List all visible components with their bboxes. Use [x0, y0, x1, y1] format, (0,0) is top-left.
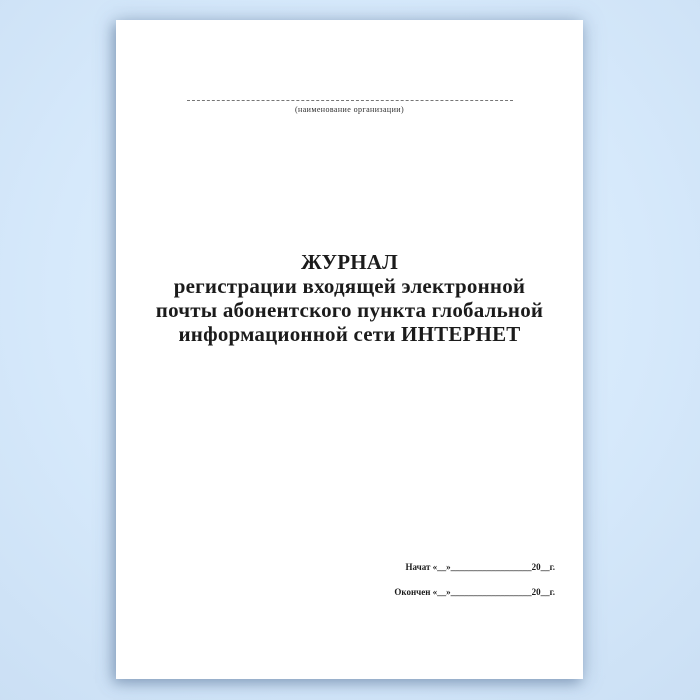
title-line-3: почты абонентского пункта глобальной: [155, 298, 544, 322]
journal-title: [116, 250, 583, 346]
end-date-line: Окончен «__»__________________20__г.: [394, 587, 555, 597]
title-line-4: информационной сети ИНТЕРНЕТ: [178, 322, 521, 346]
organization-name-blank-line: [187, 100, 513, 101]
start-date-line: Начат «__»__________________20__г.: [405, 562, 555, 572]
document-page: [116, 20, 583, 679]
date-lines-block: [394, 562, 555, 612]
title-line-1: ЖУРНАЛ: [300, 250, 399, 274]
title-line-2: регистрации входящей электронной: [173, 274, 526, 298]
organization-name-caption: (наименование организации): [294, 105, 405, 114]
